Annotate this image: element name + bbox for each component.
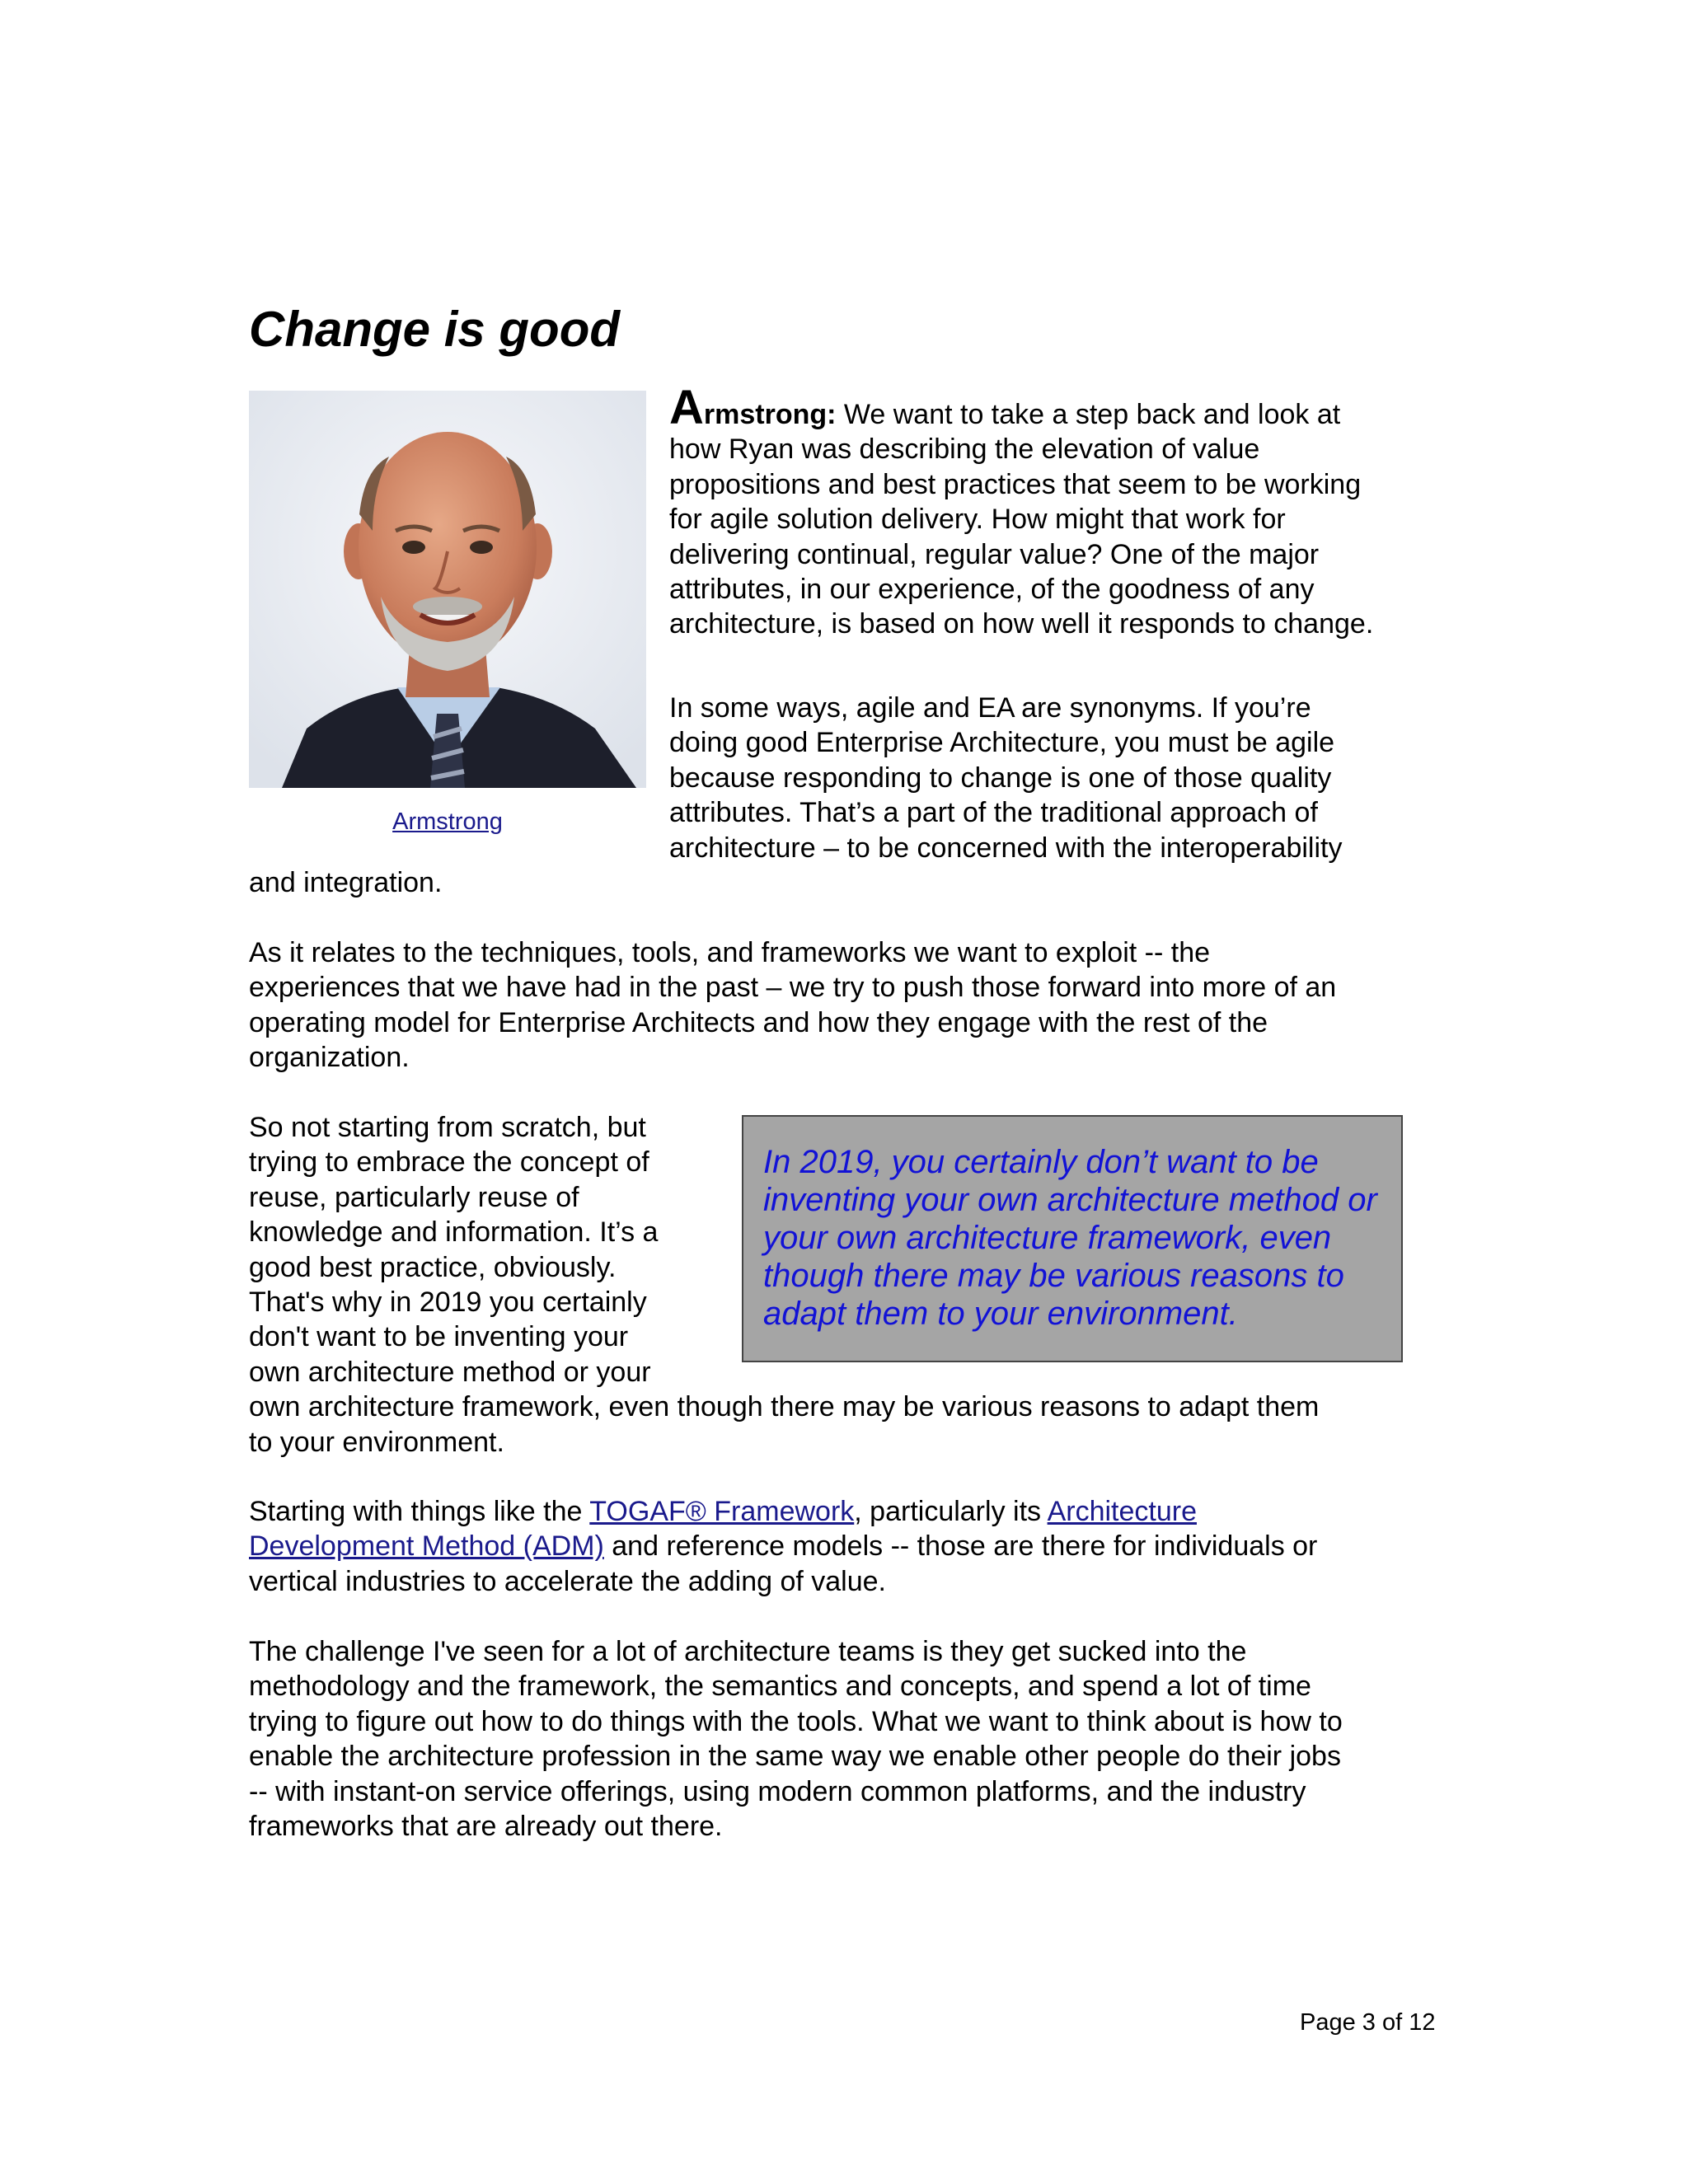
intro-first-line	[669, 381, 1373, 434]
photo-caption-link[interactable]: Armstrong	[392, 808, 503, 835]
paragraph-line: So not starting from scratch, but	[249, 1112, 646, 1143]
paragraph-line: own architecture framework, even though there may be various reasons to adapt them	[249, 1391, 1320, 1423]
pull-quote-text	[763, 1143, 1377, 1333]
document-page	[249, 0, 1439, 2184]
speaker-name: rmstrong:	[703, 399, 837, 430]
adm-link-part-1[interactable]: Architecture	[1047, 1496, 1197, 1527]
intro-line: for agile solution delivery. How might that work for	[669, 504, 1286, 536]
paragraph-line: frameworks that are already out there.	[249, 1811, 723, 1843]
intro-line: delivering continual, regular value? One of the major	[669, 538, 1320, 570]
paragraph-line: enable the architecture profession in the same way we enable other people do their jobs	[249, 1741, 1341, 1773]
paragraph-line: In some ways, agile and EA are synonyms. If you’re	[669, 692, 1311, 724]
paragraph-line: knowledge and information. It’s a	[249, 1216, 659, 1249]
paragraph-line: doing good Enterprise Architecture, you must be agile	[669, 727, 1335, 759]
paragraph-line: vertical industries to accelerate the adding of value.	[249, 1565, 887, 1597]
pull-quote-line: your own architecture framework, even	[763, 1220, 1332, 1256]
intro-line: propositions and best practices that seem to be working	[669, 468, 1362, 500]
page-number: Page 3 of 12	[1300, 2009, 1436, 2036]
paragraph-line: because responding to change is one of those quality	[669, 762, 1332, 794]
paragraph-challenge	[249, 1634, 1343, 1844]
paragraph-line: good best practice, obviously.	[249, 1251, 617, 1283]
paragraph-line: operating model for Enterprise Architects and how they engage with the rest of the	[249, 1006, 1268, 1038]
intro-line: attributes, in our experience, of the goodness of any	[669, 574, 1315, 606]
paragraph-line: -- with instant-on service offerings, using modern common platforms, and the industry	[249, 1775, 1306, 1807]
intro-paragraph	[669, 381, 1374, 642]
pull-quote-line: adapt them to your environment.	[763, 1296, 1238, 1332]
paragraph-togaf	[249, 1494, 1317, 1599]
paragraph-line: The challenge I've seen for a lot of architecture teams is they get sucked into the	[249, 1636, 1247, 1667]
paragraph-line: don't want to be inventing your	[249, 1321, 629, 1353]
paragraph-line: trying to embrace the concept of	[249, 1146, 649, 1179]
intro-line: architecture, is based on how well it responds to change.	[669, 608, 1374, 640]
paragraph-line: attributes. That’s a part of the traditional approach of	[669, 797, 1318, 829]
pull-quote-line: though there may be various reasons to	[763, 1258, 1344, 1294]
paragraph-line: own architecture method or your	[249, 1356, 651, 1388]
adm-link-part-2[interactable]: Development Method (ADM)	[249, 1530, 604, 1563]
pull-quote-line: In 2019, you certainly don’t want to be	[763, 1144, 1319, 1180]
paragraph-agile-ea	[669, 691, 1342, 865]
paragraph-text: Starting with things like the	[249, 1496, 590, 1527]
paragraph-line	[249, 1494, 1317, 1529]
paragraph-line: architecture – to be concerned with the interoperability	[669, 832, 1343, 864]
paragraph-line: to your environment.	[249, 1426, 504, 1458]
pull-quote-box	[742, 1115, 1403, 1362]
paragraph-line: trying to figure out how to do things with the tools. What we want to think about is how to	[249, 1705, 1343, 1737]
portrait-photo	[249, 391, 646, 788]
paragraph-text: and reference models -- those are there for individuals or	[603, 1530, 1318, 1563]
paragraph-line: organization.	[249, 1042, 410, 1074]
paragraph-line: experiences that we have had in the past – we try to push those forward into more of an	[249, 972, 1337, 1004]
paragraph-techniques	[249, 935, 1336, 1076]
intro-line: how Ryan was describing the elevation of value	[669, 434, 1260, 466]
pull-quote-line: inventing your own architecture method or	[763, 1182, 1377, 1218]
paragraph-line: That's why in 2019 you certainly	[249, 1286, 647, 1319]
page-title: Change is good	[249, 302, 620, 357]
togaf-framework-link[interactable]: TOGAF® Framework	[589, 1496, 855, 1527]
paragraph-line: methodology and the framework, the semantics and concepts, and spend a lot of time	[249, 1671, 1311, 1703]
intro-first-line-text: We want to take a step back and look at	[836, 399, 1341, 430]
drop-cap: A	[669, 381, 704, 434]
portrait-illustration	[249, 391, 646, 788]
paragraph-line: and integration.	[249, 867, 443, 898]
paragraph-line: reuse, particularly reuse of	[249, 1181, 579, 1213]
paragraph-text: , particularly its	[854, 1496, 1048, 1527]
paragraph-line	[249, 1529, 1317, 1563]
paragraph-line: As it relates to the techniques, tools, and frameworks we want to exploit -- the	[249, 937, 1211, 968]
